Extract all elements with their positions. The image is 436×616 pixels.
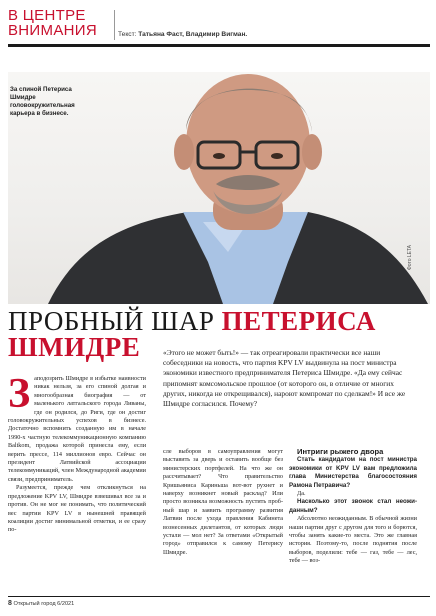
interview-question: Насколько этот звонок стал неожиданным? bbox=[289, 498, 417, 514]
body-paragraph: Разумеется, прежде чем откликнуться на предложение KPV LV, Шмидре взвешивал все за и против. Он не мог не понимать, что политический вес партии KPV LV в нынешней правящей коалиции достиг минимальной отметки, и ее сразу по- bbox=[8, 484, 146, 534]
headline-part-3: ШМИДРЕ bbox=[8, 332, 141, 362]
header-rule bbox=[8, 44, 430, 47]
header-divider bbox=[114, 10, 115, 40]
page-footer bbox=[8, 600, 74, 607]
body-paragraph: сле выборов в самоуправления могут выставить за дверь и оставить вообще без министерских портфелей. На что же он рассчитывает? Что правительство Кришьяниса Кариньша вот-вот рухнет и наверху возникнет новый расклад? Или просто возникла возможность пустить пробный шар и заявить программу развития Латвии после ухода правления Кабинета вознесенных дилетантов, от которых люди устали — мол нет? За ответами «Открытый город» отправился к самому Петерису Шмидре. bbox=[163, 448, 283, 556]
lead-paragraph: «Этого не может быть!» — так отреагировали практически все наши собеседники на новость, что партия KPV LV выдвинула на пост министра экономики известного предпринимателя Петериса Шмидре. «Да ему сейчас припомнят комсомольское прошлое (от которого он, в отличие от многих других, никогда не открещивался), нароют компромат по сделкам!» И все же Шмидре согласился. Почему? bbox=[163, 348, 406, 409]
interview-question: Стать кандидатом на пост министра экономики от KPV LV вам предложила глава Министерства благосостояния Рамона Петравича? bbox=[289, 456, 417, 489]
subheading: Интриги рыжего двора bbox=[297, 447, 384, 456]
credits-authors: Татьяна Фаст, Владимир Вигман. bbox=[138, 31, 248, 38]
body-column-1 bbox=[8, 371, 146, 535]
body-column-2 bbox=[163, 448, 283, 557]
interview-answer: Да. bbox=[297, 490, 306, 498]
credits-label: Текст: bbox=[118, 31, 137, 38]
body-paragraph: аподозрить Шмидре в избытке наивности никак нельзя, за его спиной долгая и многообразная биография — от маленького латгальского города Ливаны, где он родился, до Риги, где он достиг головокружительных успехов в бизнесе. Достаточно вспомнить созданную им в начале 1990-х частную телекоммуникационную компанию Baltkom, продажа которой принесла ему, если верить прессе, 114 миллионов евро. Сейчас он президент Латвийской ассоциации телекоммуникаций, член Международной академии связи, предприниматель. bbox=[8, 375, 146, 483]
body-column-3 bbox=[289, 448, 417, 566]
publication-name: Открытый город 6/2021 bbox=[13, 601, 75, 607]
headline-part-2: ПЕТЕРИСА bbox=[221, 306, 376, 336]
photo-caption: За спиной Петериса Шмидре головокружительная карьера в бизнесе. bbox=[10, 86, 75, 117]
footer-rule bbox=[8, 596, 430, 597]
page-number: 8 bbox=[8, 600, 12, 607]
drop-cap: З bbox=[8, 371, 31, 417]
photo-credit: Фото LETA bbox=[407, 244, 413, 270]
headline-part-1: ПРОБНЫЙ ШАР bbox=[8, 306, 215, 336]
article-credits bbox=[118, 31, 247, 38]
section-title: В ЦЕНТРЕ ВНИМАНИЯ bbox=[8, 7, 97, 39]
interview-answer: Абсолютно неожиданным. В обычной жизни наши партии друг с другом для того и борются, чтобы занять какие-то места. Это же главная история. Поэтому-то, после поднятия после выборов, поделили: тебе — газ, тебе — лес, тебе — воз- bbox=[289, 515, 417, 565]
